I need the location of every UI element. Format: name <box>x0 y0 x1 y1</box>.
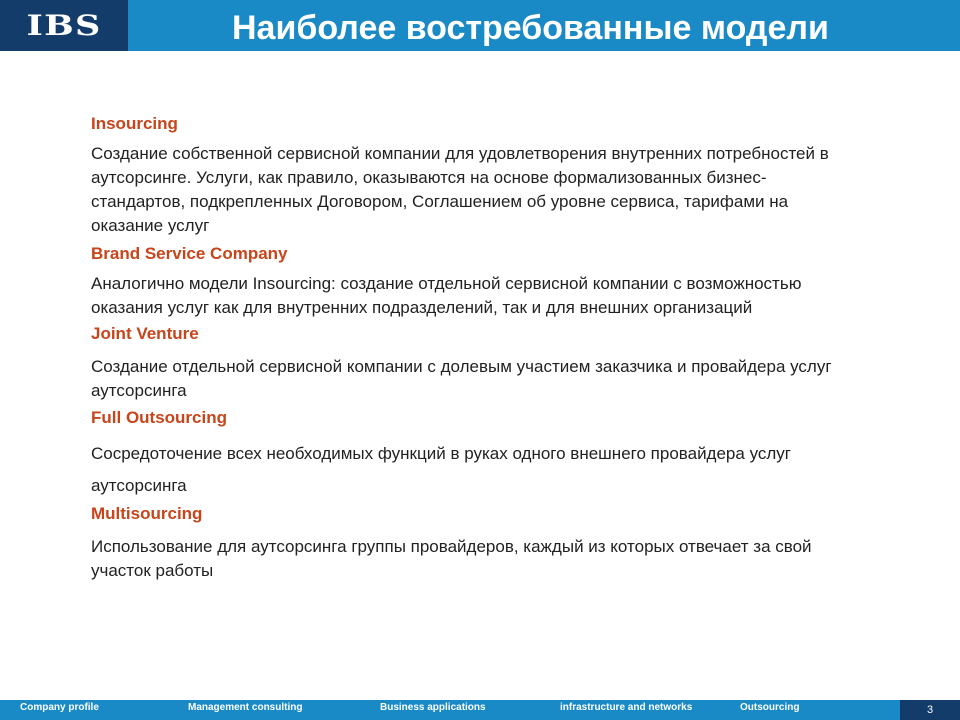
model-insourcing <box>91 112 841 238</box>
ibs-logo[interactable] <box>0 0 128 51</box>
model-multisourcing <box>91 502 841 583</box>
model-description: Создание собственной сервисной компании для удовлетворения внутренних потребностей в аутсорсинге. Услуги, как правило, оказываются на основе формализованных бизнес-стандартов, подкрепленных Договором, Соглашением об уровне сервиса, тарифами на оказание услуг <box>91 144 829 235</box>
model-full-outsourcing <box>91 406 841 502</box>
model-name: Multisourcing <box>91 504 203 523</box>
page-number: 3 <box>900 700 960 720</box>
footer-bar <box>0 700 960 720</box>
footer-nav-company-profile[interactable]: Company profile <box>20 702 99 713</box>
model-name: Joint Venture <box>91 324 199 343</box>
model-brand-service-company <box>91 242 841 320</box>
model-name: Insourcing <box>91 114 178 133</box>
slide-title: Наиболее востребованные модели <box>232 9 829 47</box>
model-description: Использование для аутсорсинга группы провайдеров, каждый из которых отвечает за свой участок работы <box>91 537 812 580</box>
header-bar <box>0 0 960 51</box>
footer-nav-management-consulting[interactable]: Management consulting <box>188 702 303 713</box>
footer-nav-outsourcing[interactable]: Outsourcing <box>740 702 800 713</box>
model-description: Создание отдельной сервисной компании с долевым участием заказчика и провайдера услуг аутсорсинга <box>91 357 832 400</box>
model-name: Full Outsourcing <box>91 408 227 427</box>
logo-text: IBS <box>26 9 102 42</box>
model-joint-venture <box>91 322 841 403</box>
model-description: Аналогично модели Insourcing: создание отдельной сервисной компании с возможностью оказания услуг как для внутренних подразделений, так и для внешних организаций <box>91 274 802 317</box>
footer-nav-infrastructure-and-networks[interactable]: infrastructure and networks <box>560 702 693 713</box>
model-description: Сосредоточение всех необходимых функций в руках одного внешнего провайдера услуг аутсорсинга <box>91 444 791 495</box>
footer-nav-business-applications[interactable]: Business applications <box>380 702 486 713</box>
models-list <box>91 112 841 583</box>
model-name: Brand Service Company <box>91 244 288 263</box>
